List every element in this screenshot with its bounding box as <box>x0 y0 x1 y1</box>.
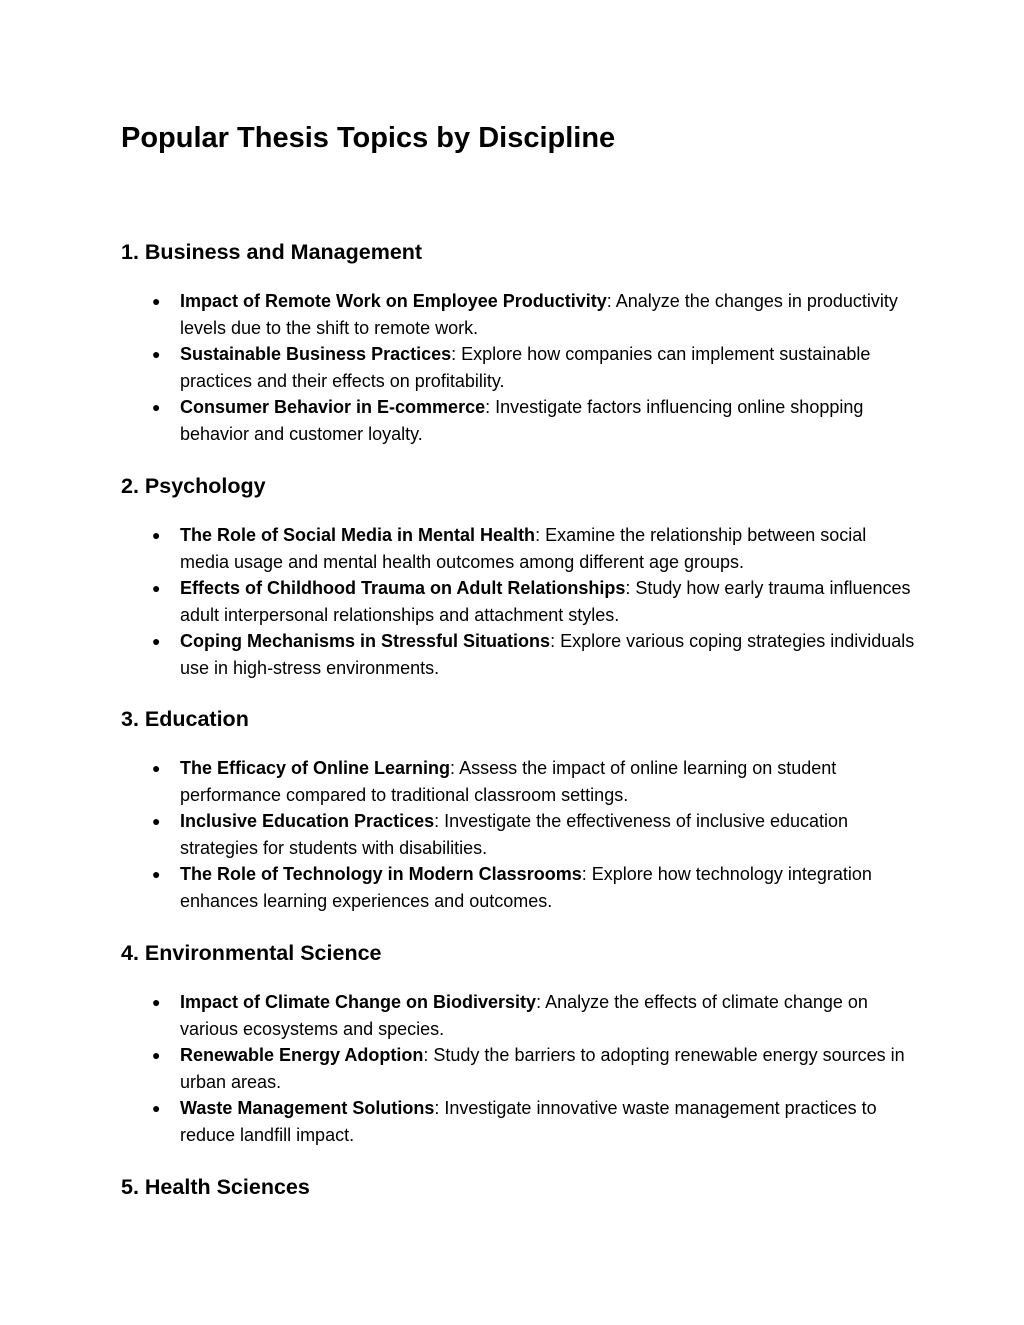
bullet-icon: ● <box>152 346 161 362</box>
separator: : <box>606 291 616 311</box>
list-item <box>121 755 920 808</box>
topic-list <box>121 288 921 447</box>
list-item <box>121 394 920 447</box>
topic-description: Study how early trauma influences adult interpersonal relationships and attachment styles. <box>180 578 911 625</box>
section-environmental-science <box>121 939 921 1148</box>
bullet-icon: ● <box>152 760 161 776</box>
list-item <box>121 808 920 861</box>
topic-title: The Role of Technology in Modern Classrooms <box>180 864 582 884</box>
list-item <box>121 1042 920 1095</box>
separator: : <box>536 992 546 1012</box>
bullet-icon: ● <box>152 866 161 882</box>
section-heading: 2. Psychology <box>121 474 266 498</box>
separator: : <box>434 1098 445 1118</box>
list-item <box>121 288 920 341</box>
topic-description: Investigate the effectiveness of inclusive education strategies for students with disabilities. <box>180 811 849 858</box>
topic-title: Renewable Energy Adoption <box>180 1045 424 1065</box>
section-heading: 3. Education <box>121 707 249 731</box>
topic-description: Assess the impact of online learning on student performance compared to traditional classroom settings. <box>180 758 837 805</box>
topic-description: Explore how companies can implement sustainable practices and their effects on profitability. <box>180 344 871 391</box>
bullet-icon: ● <box>152 580 161 596</box>
topic-list <box>121 522 921 681</box>
bullet-icon: ● <box>152 994 161 1010</box>
section-heading: 4. Environmental Science <box>121 941 382 965</box>
topic-description: Explore various coping strategies individuals use in high-stress environments. <box>180 631 915 678</box>
bullet-icon: ● <box>152 1047 161 1063</box>
list-item <box>121 575 920 628</box>
section-psychology <box>121 472 921 681</box>
section-education <box>121 705 921 914</box>
topic-title: The Role of Social Media in Mental Health <box>180 525 536 545</box>
section-heading: 5. Health Sciences <box>121 1175 310 1199</box>
separator: : <box>434 811 445 831</box>
bullet-icon: ● <box>152 399 161 415</box>
separator: : <box>450 758 460 778</box>
topic-title: Inclusive Education Practices <box>180 811 435 831</box>
bullet-icon: ● <box>152 293 161 309</box>
topic-title: Impact of Climate Change on Biodiversity <box>180 992 537 1012</box>
list-item <box>121 989 920 1042</box>
list-item <box>121 1095 920 1148</box>
topic-title: Sustainable Business Practices <box>180 344 452 364</box>
topic-title: The Efficacy of Online Learning <box>180 758 451 778</box>
page-title: Popular Thesis Topics by Discipline <box>121 122 616 154</box>
topic-description: Investigate innovative waste management practices to reduce landfill impact. <box>180 1098 877 1145</box>
list-item <box>121 522 920 575</box>
topic-title: Consumer Behavior in E-commerce <box>180 397 486 417</box>
topic-description: Examine the relationship between social media usage and mental health outcomes among different age groups. <box>180 525 867 572</box>
topic-list <box>121 989 921 1148</box>
separator: : <box>485 397 496 417</box>
list-item <box>121 628 920 681</box>
topic-description: Analyze the changes in productivity levels due to the shift to remote work. <box>180 291 898 338</box>
bullet-icon: ● <box>152 1100 161 1116</box>
bullet-icon: ● <box>152 813 161 829</box>
topic-title: Waste Management Solutions <box>180 1098 435 1118</box>
separator: : <box>625 578 636 598</box>
separator: : <box>550 631 561 651</box>
bullet-icon: ● <box>152 527 161 543</box>
topic-description: Analyze the effects of climate change on various ecosystems and species. <box>180 992 868 1039</box>
topic-title: Effects of Childhood Trauma on Adult Relationships <box>180 578 626 598</box>
topic-title: Impact of Remote Work on Employee Productivity <box>180 291 607 311</box>
separator: : <box>423 1045 434 1065</box>
section-heading: 1. Business and Management <box>121 240 423 264</box>
topic-title: Coping Mechanisms in Stressful Situations <box>180 631 551 651</box>
list-item <box>121 341 920 394</box>
section-health-sciences <box>121 1173 921 1201</box>
topic-description: Explore how technology integration enhances learning experiences and outcomes. <box>180 864 872 911</box>
list-item <box>121 861 920 914</box>
separator: : <box>535 525 546 545</box>
topic-list <box>121 755 921 914</box>
separator: : <box>451 344 462 364</box>
topic-description: Study the barriers to adopting renewable energy sources in urban areas. <box>180 1045 905 1092</box>
topic-description: Investigate factors influencing online shopping behavior and customer loyalty. <box>180 397 864 444</box>
bullet-icon: ● <box>152 633 161 649</box>
section-business-management <box>121 238 921 447</box>
separator: : <box>581 864 592 884</box>
